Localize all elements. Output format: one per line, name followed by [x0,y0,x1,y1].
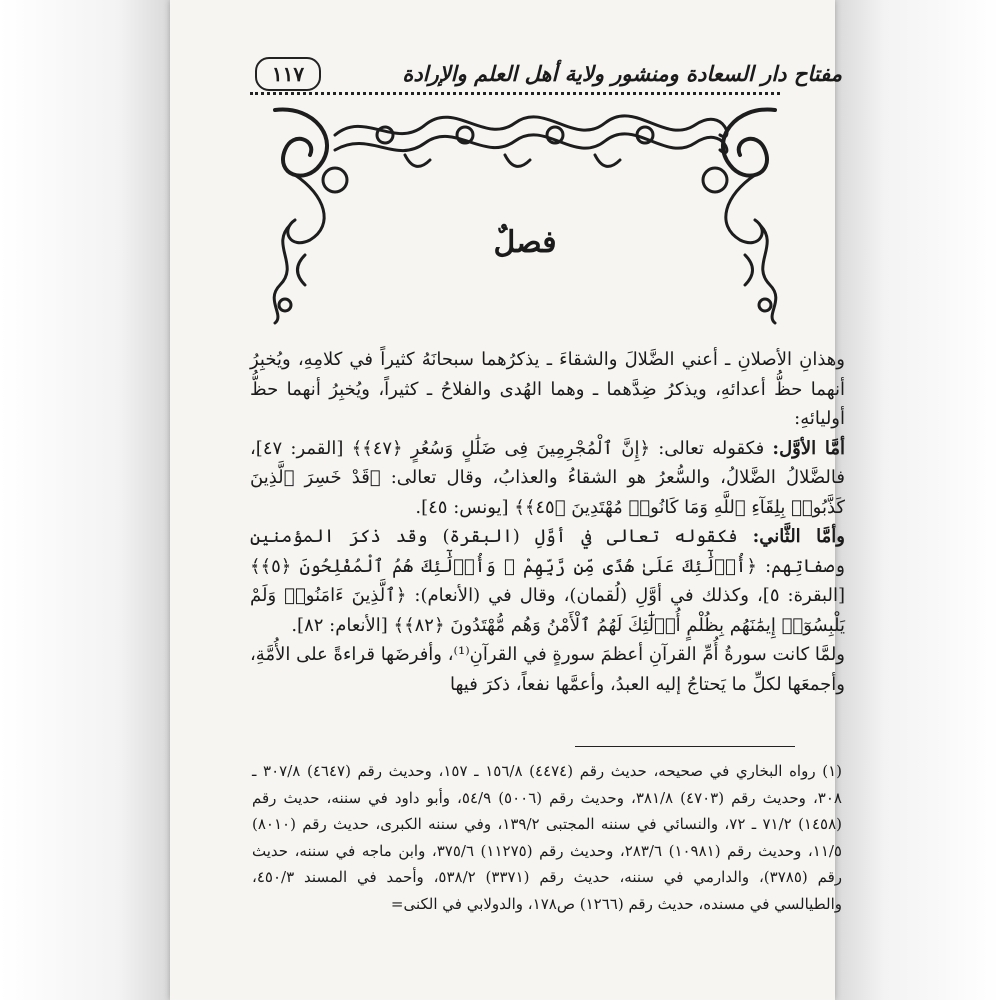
running-title: مفتاح دار السعادة ومنشور ولاية أهل العلم والإرادة [402,61,842,86]
paragraph-3 [250,522,845,640]
paragraph-2 [250,434,845,523]
paragraph-4-text: ولمَّا كانت سورةُ أُمِّ القرآنِ أعظمَ سورةٍ في القرآنِ⁽¹⁾، وأفرضَها قراءةً على الأُمَّةِ، وأجمعَها لكلِّ ما يَحتاجُ إليه العبدُ، وأعمَّها نفعاً، ذكرَ فيها [250,644,846,695]
header-dotted-rule [250,92,780,95]
page-number: ١١٧ [255,57,321,91]
paragraph-1-text: وهذانِ الأصلانِ ـ أعني الضَّلالَ والشقاءَ ـ يذكرُهما سبحانَهُ كثيراً في كلامِهِ، ويُخبِرُ أنهما حظُّ أعدائهِ، ويذكرُ ضِدَّهما ـ وهما الهُدى والفلاحُ ـ كثيراً، ويُخبِرُ أنهما حظُّ أوليائهِ: [250,349,845,429]
body-text [250,345,845,699]
paragraph-3-text: فكقوله تعالى في أوَّلِ (البقرة) وقد ذكرَ المؤمنين وصفاتِهم: ﴿أُو۟لَٰٓئِكَ عَلَىٰ هُدًى مِّن رَّبِّهِمْ ۖ وَأُو۟لَٰٓئِكَ هُمُ ٱلْمُفْلِحُونَ ﴿٥﴾﴾ [البقرة: ٥]، وكذلك في أوَّلِ (لُقمان)، وقال في (الأنعام): ﴿ٱلَّذِينَ ءَامَنُوا۟ وَلَمْ يَلْبِسُوٓا۟ إِيمَٰنَهُم بِظُلْمٍ أُو۟لَٰٓئِكَ لَهُمُ ٱلْأَمْنُ وَهُم مُّهْتَدُونَ ﴿٨٢﴾﴾ [الأنعام: ٨٢]. [250,526,845,636]
book-page [170,0,846,1000]
footnote: (١) رواه البخاري في صحيحه، حديث رقم (٤٤٧٤) ١٥٦/٨ ـ ١٥٧، وحديث رقم (٤٦٤٧) ٣٠٧/٨ ـ ٣٠٨، وحديث رقم (٤٧٠٣) ٣٨١/٨، وحديث رقم (٥٠٠٦) ٥٤/٩، وأبو داود في سننه، حديث رقم (١٤٥٨) ٧١/٢ ـ ٧٢، والنسائي في سننه المجتبى ١٣٩/٢، وفي سننه الكبرى، حديث رقم (٨٠١٠) ١١/٥، وحديث رقم (١٠٩٨١) ٢٨٣/٦، وحديث رقم (١١٢٧٥) ٣٧٥/٦، وابن ماجه في سننه، حديث رقم (٣٧٨٥)، والدارمي في سننه، حديث رقم (٣٣٧١) ٥٣٨/٢، وأحمد في المسند ٤٥٠/٣، والطيالسي في مسنده، حديث رقم (١٢٦٦) ص١٧٨، والدولابي في الكنى= [252,762,843,913]
left-margin-shadow [0,0,170,1000]
section-title: فصلٌ [493,225,557,260]
paragraph-4 [250,640,845,699]
paragraph-2-lead: أمَّا الأوَّل: [772,437,845,459]
ornamental-frame [265,105,785,325]
paragraph-3-lead: وأمَّا الثَّاني: [752,526,845,547]
footnote-rule [575,746,795,747]
paragraph-2-text: فكقوله تعالى: ﴿إِنَّ ٱلْمُجْرِمِينَ فِى ضَلَٰلٍ وَسُعُرٍ ﴿٤٧﴾﴾ [القمر: ٤٧]، فالضَّلالُ الضَّلالُ، والسُّعرُ هو الشقاءُ والعذابُ، وقال تعالى: ﴿قَدْ خَسِرَ ٱلَّذِينَ كَذَّبُوا۟ بِلِقَآءِ ٱللَّهِ وَمَا كَانُوا۟ مُهْتَدِينَ ﴿٤٥﴾﴾ [يونس: ٤٥]. [250,437,845,518]
paragraph-1 [250,345,845,434]
right-margin-shadow [835,0,1000,1000]
